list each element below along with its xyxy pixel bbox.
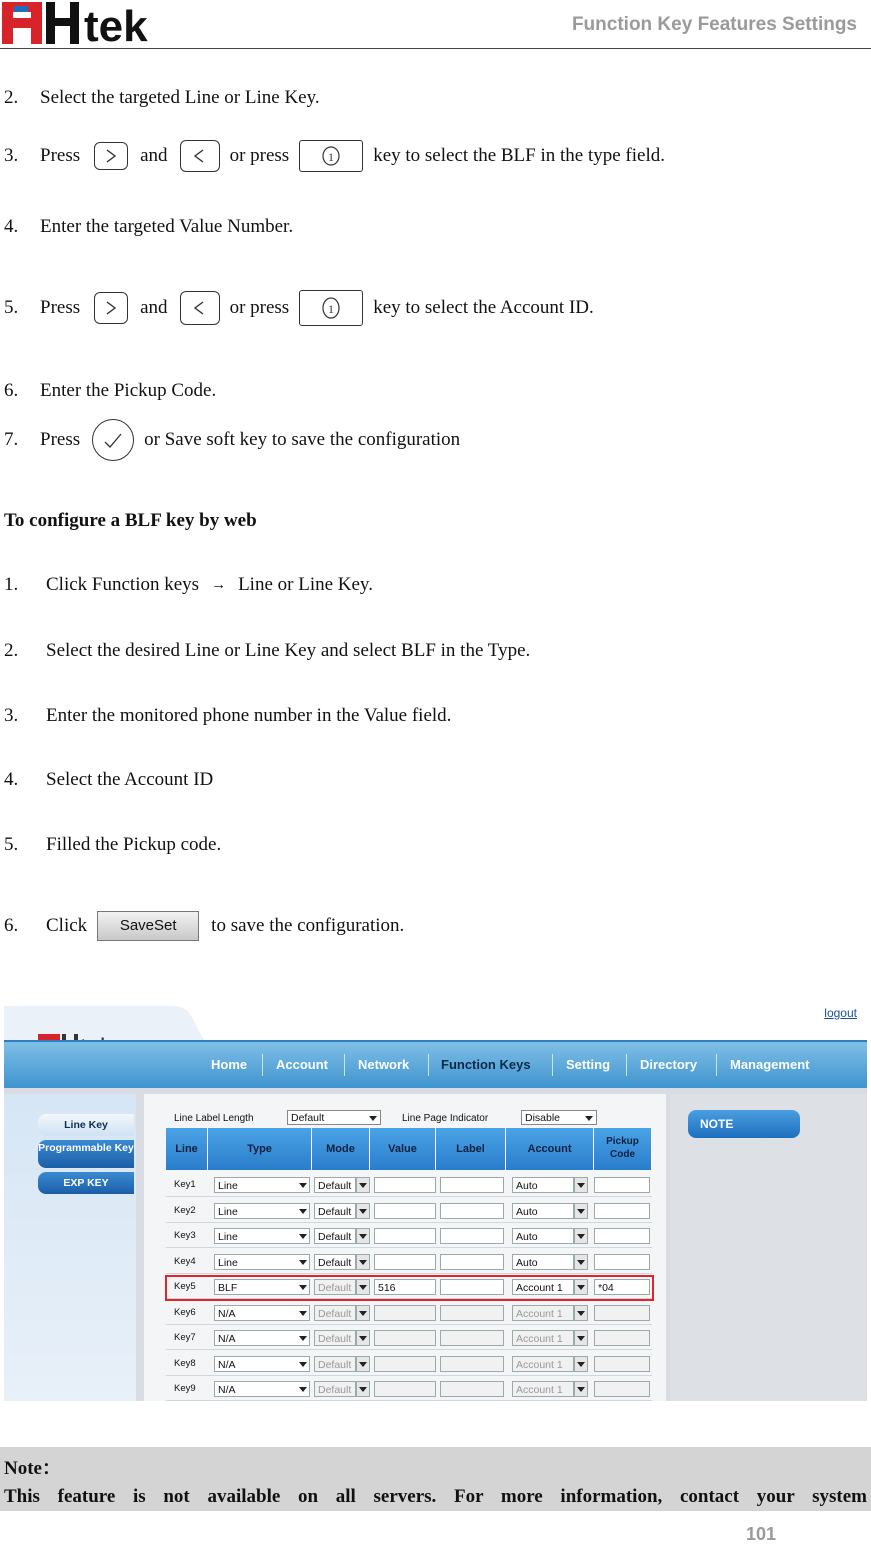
pickup-code-input[interactable] (594, 1228, 650, 1244)
nav-divider (428, 1054, 429, 1076)
line-key-icon (299, 140, 363, 172)
col-header-value: Value (370, 1128, 436, 1170)
mode-select[interactable]: Default (314, 1228, 356, 1244)
type-select[interactable]: N/A (214, 1330, 310, 1346)
right-arrow-key-icon (94, 292, 128, 324)
type-select[interactable]: N/A (214, 1381, 310, 1397)
account-select[interactable]: Account 1 (512, 1381, 574, 1397)
label-input[interactable] (440, 1356, 504, 1372)
mode-dropdown-button[interactable] (356, 1254, 370, 1270)
saveset-button[interactable]: SaveSet (97, 911, 199, 941)
type-select[interactable]: N/A (214, 1356, 310, 1372)
account-select[interactable]: Account 1 (512, 1279, 574, 1295)
nav-management[interactable]: Management (730, 1057, 810, 1072)
line-key-icon (299, 290, 363, 326)
value-input[interactable] (374, 1177, 436, 1193)
account-dropdown-button[interactable] (574, 1305, 588, 1321)
table-row (166, 1327, 652, 1350)
mode-select[interactable]: Default (314, 1330, 356, 1346)
type-select[interactable]: N/A (214, 1305, 310, 1321)
mode-select[interactable]: Default (314, 1356, 356, 1372)
key-name: Key1 (174, 1179, 196, 1190)
label-input[interactable] (440, 1381, 504, 1397)
left-arrow-key-icon (180, 291, 220, 325)
account-select[interactable]: Account 1 (512, 1356, 574, 1372)
table-row (166, 1251, 652, 1274)
table-row (166, 1200, 652, 1223)
account-select[interactable]: Auto (512, 1203, 574, 1219)
right-arrow-key-icon (94, 142, 128, 170)
nav-directory[interactable]: Directory (640, 1057, 698, 1072)
arrow-right-icon: → (211, 576, 227, 593)
nav-network[interactable]: Network (358, 1057, 410, 1072)
account-dropdown-button[interactable] (574, 1254, 588, 1270)
mode-select[interactable]: Default (314, 1305, 356, 1321)
account-select[interactable]: Auto (512, 1228, 574, 1244)
label-input[interactable] (440, 1177, 504, 1193)
svg-text:tek: tek (84, 2, 148, 44)
line-page-indicator-select[interactable]: Disable (521, 1110, 597, 1125)
pickup-code-input[interactable] (594, 1203, 650, 1219)
left-arrow-key-icon (180, 140, 220, 172)
nav-setting[interactable]: Setting (566, 1057, 611, 1072)
phone-step-7: 7. Press or Save soft key to save the configuration (4, 418, 460, 462)
mode-select[interactable]: Default (314, 1381, 356, 1397)
svg-text:1: 1 (328, 150, 335, 164)
value-input[interactable] (374, 1356, 436, 1372)
col-header-label: Label (436, 1128, 506, 1170)
sidebar-line-key[interactable]: Line Key (38, 1114, 134, 1136)
label-input[interactable] (440, 1330, 504, 1346)
nav-divider (262, 1054, 263, 1076)
line-page-indicator-label: Line Page Indicator (402, 1113, 489, 1124)
nav-divider (716, 1054, 717, 1076)
label-input[interactable] (440, 1203, 504, 1219)
col-header-type: Type (208, 1128, 312, 1170)
account-dropdown-button[interactable] (574, 1381, 588, 1397)
type-select[interactable]: BLF (214, 1279, 310, 1295)
label-input[interactable] (440, 1254, 504, 1270)
mode-select[interactable]: Default (314, 1279, 356, 1295)
mode-dropdown-button[interactable] (356, 1177, 370, 1193)
note-button[interactable]: NOTE (688, 1110, 800, 1138)
nav-account[interactable]: Account (276, 1057, 328, 1072)
mode-select[interactable]: Default (314, 1254, 356, 1270)
main-navigation (4, 1040, 867, 1088)
key-name: Key2 (174, 1204, 196, 1216)
web-sidebar (4, 1094, 136, 1401)
account-dropdown-button[interactable] (574, 1356, 588, 1372)
value-input[interactable] (374, 1305, 436, 1321)
phone-step-4: 4. Enter the targeted Value Number. (4, 216, 294, 237)
key-name: Key6 (174, 1306, 196, 1318)
pickup-code-input[interactable] (594, 1254, 650, 1270)
sidebar-exp-key[interactable]: EXP KEY (38, 1172, 134, 1194)
account-select[interactable]: Account 1 (512, 1330, 574, 1346)
ok-check-key-icon (92, 419, 134, 461)
pickup-code-input[interactable] (594, 1356, 650, 1372)
account-select[interactable]: Auto (512, 1254, 574, 1270)
web-step-3: 3. Enter the monitored phone number in the Value field. (4, 705, 452, 726)
sidebar-programmable-key[interactable]: Programmable Key (38, 1140, 134, 1168)
value-input[interactable] (374, 1381, 436, 1397)
nav-function-keys[interactable]: Function Keys (441, 1057, 531, 1072)
type-select[interactable]: Line (214, 1228, 310, 1244)
web-step-1: 1. Click Function keys → Line or Line Key. (4, 574, 373, 595)
note-text: This feature is not available on all servers. For more information, contact your system (4, 1486, 867, 1507)
key-name: Key8 (174, 1357, 196, 1369)
type-select[interactable]: Line (214, 1177, 310, 1193)
key5-highlight-box (165, 1275, 654, 1301)
line-label-length-select[interactable]: Default (287, 1110, 381, 1125)
col-header-mode: Mode (312, 1128, 370, 1170)
value-input[interactable]: 516 (374, 1279, 436, 1295)
type-select[interactable]: Line (214, 1254, 310, 1270)
nav-divider (626, 1054, 627, 1076)
nav-home[interactable]: Home (211, 1057, 248, 1072)
web-step-4: 4. Select the Account ID (4, 769, 214, 790)
mode-dropdown-button[interactable] (356, 1305, 370, 1321)
mode-dropdown-button[interactable] (356, 1381, 370, 1397)
note-title: Note： (4, 1458, 61, 1479)
web-ui-screenshot (4, 978, 867, 1401)
col-header-account: Account (506, 1128, 594, 1170)
logout-link[interactable]: logout (824, 1006, 857, 1020)
page-number: 101 (746, 1524, 777, 1544)
table-row (166, 1174, 652, 1197)
type-select[interactable]: Line (214, 1203, 310, 1219)
header-divider (0, 48, 871, 49)
table-row (166, 1353, 652, 1376)
svg-text:1: 1 (328, 302, 335, 316)
value-input[interactable] (374, 1203, 436, 1219)
key-name: Key5 (174, 1281, 196, 1292)
mode-dropdown-button[interactable] (356, 1330, 370, 1346)
nav-divider (552, 1054, 553, 1076)
account-dropdown-button[interactable] (574, 1330, 588, 1346)
header-title: Function Key Features Settings (571, 14, 857, 35)
mode-dropdown-button[interactable] (356, 1356, 370, 1372)
web-step-2: 2. Select the desired Line or Line Key and select BLF in the Type. (4, 640, 531, 661)
value-input[interactable] (374, 1254, 436, 1270)
phone-step-2: 2. Select the targeted Line or Line Key. (4, 87, 320, 108)
value-input[interactable] (374, 1330, 436, 1346)
note-column (670, 1094, 867, 1401)
account-dropdown-button[interactable] (574, 1203, 588, 1219)
pickup-code-input[interactable] (594, 1381, 650, 1397)
account-dropdown-button[interactable] (574, 1228, 588, 1244)
key-name: Key7 (174, 1332, 196, 1343)
web-section-heading: To configure a BLF key by web (4, 510, 257, 531)
mode-select[interactable]: Default (314, 1177, 356, 1193)
nav-divider (344, 1054, 345, 1076)
phone-step-6: 6. Enter the Pickup Code. (4, 380, 217, 401)
pickup-code-input[interactable]: *04 (594, 1279, 650, 1295)
col-header-line: Line (166, 1128, 208, 1170)
mode-dropdown-button[interactable] (356, 1203, 370, 1219)
account-dropdown-button[interactable] (574, 1177, 588, 1193)
label-input[interactable] (440, 1228, 504, 1244)
phone-step-3: 3. Press and or press 1 key to select the BLF in the type field. (4, 140, 665, 172)
account-select[interactable]: Auto (512, 1177, 574, 1193)
pickup-code-input[interactable] (594, 1305, 650, 1321)
mode-select[interactable]: Default (314, 1203, 356, 1219)
key-name: Key3 (174, 1230, 196, 1241)
web-step-5: 5. Filled the Pickup code. (4, 834, 222, 855)
account-select[interactable]: Account 1 (512, 1305, 574, 1321)
key-name: Key9 (174, 1383, 196, 1394)
label-input[interactable] (440, 1305, 504, 1321)
pickup-code-input[interactable] (594, 1330, 650, 1346)
phone-step-5: 5. Press and or press 1 key to select the Account ID. (4, 290, 594, 326)
pickup-code-input[interactable] (594, 1177, 650, 1193)
web-step-6: 6. Click SaveSet to save the configuration. (4, 906, 404, 946)
key-name: Key4 (174, 1255, 196, 1267)
htek-logo (2, 2, 192, 44)
line-label-length-label: Line Label Length (174, 1113, 254, 1124)
value-input[interactable] (374, 1228, 436, 1244)
table-row (166, 1225, 652, 1248)
mode-dropdown-button[interactable] (356, 1228, 370, 1244)
col-header-pickup-code: Pickup Code (594, 1128, 652, 1170)
table-row (166, 1378, 652, 1401)
table-row (166, 1302, 652, 1325)
